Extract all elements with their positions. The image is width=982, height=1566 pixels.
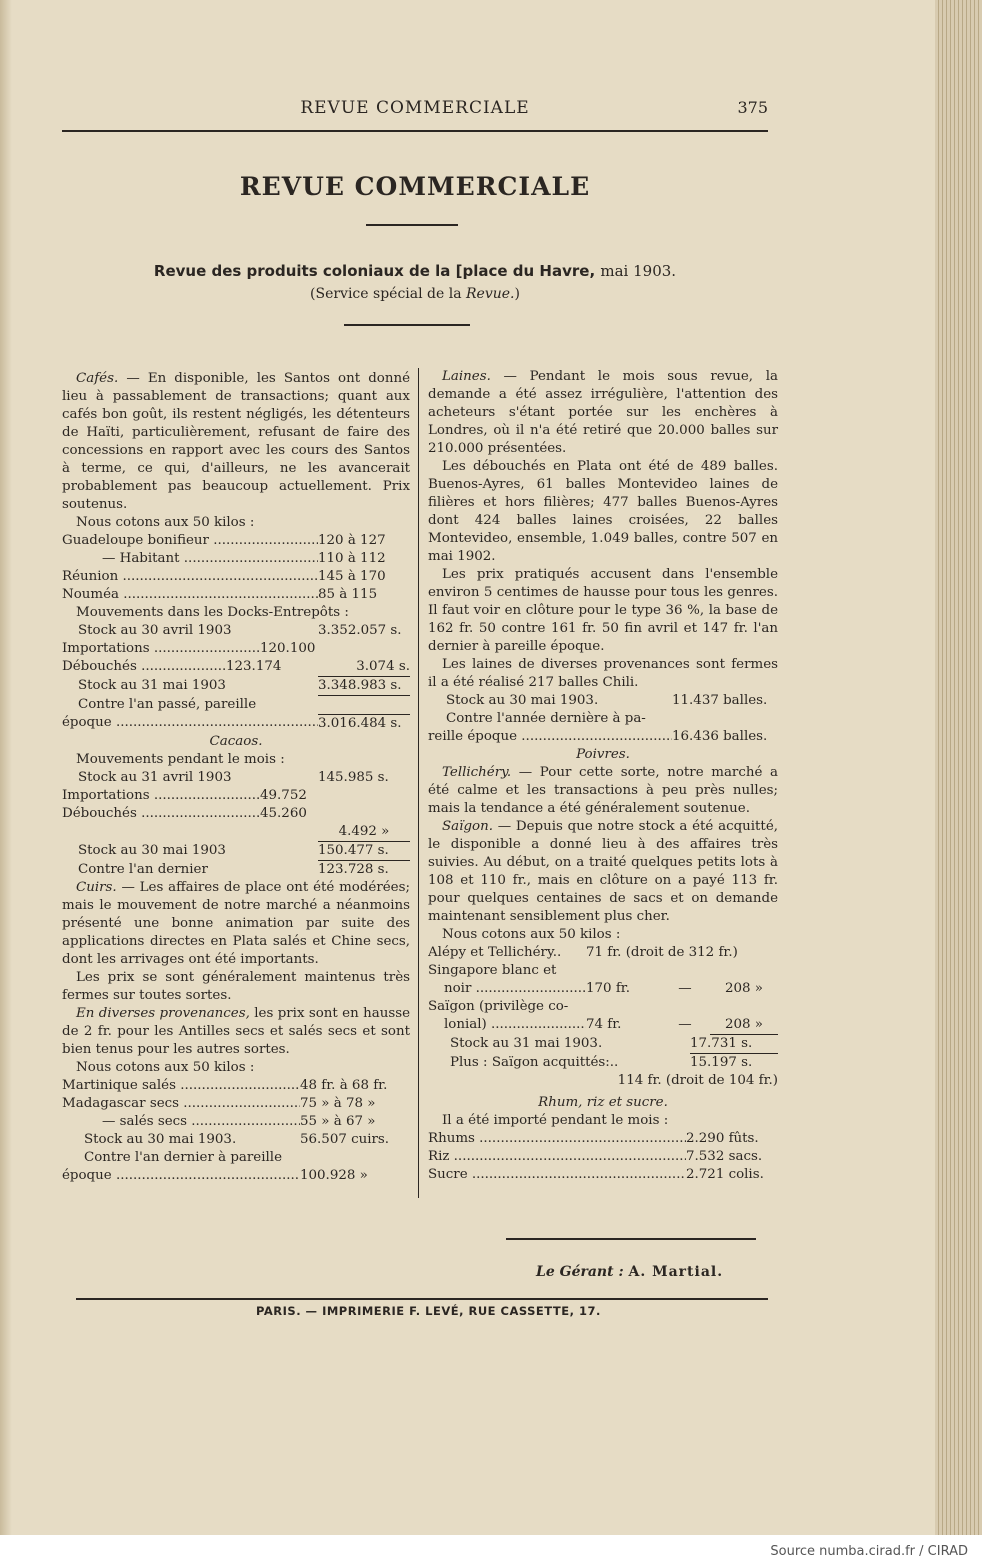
laines-paragraph-2: Les débouchés en Plata ont été de 489 balles. Buenos-Ayres, 61 balles Montevideo laines de filières et hors filières; 477 balles Buenos-Ayres dont 424 balles laines croisées, 22 balles Montevideo, ensemble, 1.049 balles, contre 507 en mai 1902. bbox=[428, 459, 778, 564]
cuirs-cotons: Nous cotons aux 50 kilos : bbox=[76, 1060, 255, 1075]
laines-stock-label: Stock au 30 mai 1903. bbox=[446, 693, 599, 708]
alepy-row bbox=[428, 944, 778, 962]
price-value: 145 à 170 bbox=[318, 569, 386, 584]
poivres-stock-value: 17.731 s. bbox=[690, 1035, 778, 1054]
signature bbox=[536, 1264, 723, 1280]
cacao-stock-may-row bbox=[62, 842, 410, 861]
laines-text: — Pendant le mois sous revue, la demande a été assez irrégulière, l'attention des acheteurs s'étant portée sur les enchères à Londres, où il n'a été retiré que 20.000 balles sur 210.000 présentées. bbox=[428, 369, 778, 456]
laines-stock-value: 11.437 balles. bbox=[672, 693, 768, 708]
cacao-stock-may-value: 150.477 s. bbox=[318, 842, 410, 861]
price-row bbox=[62, 550, 410, 568]
alepy-value: 71 fr. (droit de 312 fr.) bbox=[586, 945, 738, 960]
importations-label: Importations ..... bbox=[62, 640, 260, 658]
cuirs-text: — Les affaires de place ont été modérées; mais le mouvement de notre marché a néanmoins présenté une bonne animation par suite des applications directes en Plata salés et Chine secs, dont les arrivages ont été importants. bbox=[62, 880, 410, 967]
page-number: 375 bbox=[737, 98, 768, 117]
cuirs-stock-value: 56.507 cuirs. bbox=[300, 1132, 390, 1147]
poivres-heading: Poivres. bbox=[576, 747, 630, 762]
column-separator bbox=[418, 368, 419, 1198]
rhum-row bbox=[428, 1130, 778, 1148]
tellichery-paragraph bbox=[428, 764, 778, 818]
cacao-diff-row bbox=[62, 823, 410, 842]
saigon-priv-value: 74 fr. bbox=[586, 1017, 622, 1032]
cacao-contre-label: Contre l'an dernier bbox=[78, 862, 208, 877]
cacao-stock-april-value: 145.985 s. bbox=[318, 770, 389, 785]
price-value: 85 à 115 bbox=[318, 587, 378, 602]
poivres-114: 114 fr. (droit de 104 fr.) bbox=[617, 1073, 778, 1088]
price-row bbox=[62, 568, 410, 586]
subtitle-rule bbox=[344, 324, 470, 326]
price-row bbox=[62, 586, 410, 604]
subtitle-date: mai 1903. bbox=[600, 262, 677, 280]
price-label: Réunion ..... bbox=[62, 568, 318, 586]
cuirs-row-label: — salés secs ..... bbox=[62, 1113, 300, 1131]
saigon-priv-dash: — bbox=[678, 1017, 692, 1032]
stock-may-row bbox=[62, 677, 410, 696]
cuirs-label: Cuirs. bbox=[76, 880, 117, 895]
cacao-diff: 4.492 » bbox=[318, 823, 410, 842]
importations-row bbox=[62, 640, 410, 658]
price-label: Nouméa ..... bbox=[62, 586, 318, 604]
cuirs-row-value: 48 fr. à 68 fr. bbox=[300, 1078, 388, 1093]
debouches-label: Débouchés ..... bbox=[62, 658, 226, 677]
signature-rule bbox=[506, 1238, 756, 1240]
poivres-plus-label: Plus : Saïgon acquittés:.. bbox=[450, 1055, 619, 1070]
singapore-label-2: noir ..... bbox=[428, 980, 586, 998]
cuirs-contre-label: époque ..... bbox=[62, 1167, 300, 1185]
laines-contre-row bbox=[428, 728, 778, 746]
contre-label-1: Contre l'an passé, pareille bbox=[78, 697, 257, 712]
contre-label-2: époque ..... bbox=[62, 714, 318, 733]
saigon-paragraph bbox=[428, 818, 778, 926]
service-note bbox=[62, 286, 768, 302]
price-label: Guadeloupe bonifieur ..... bbox=[62, 532, 318, 550]
cacao-contre-value: 123.728 s. bbox=[318, 862, 389, 877]
cuirs-prov-text: les prix sont en hausse de 2 fr. pour les Antilles secs et salés secs et sont bien tenus pour les autres sortes. bbox=[62, 1006, 411, 1057]
tellichery-text: — Pour cette sorte, notre marché a été calme et les transactions à peu près nulles; mais la tendance a été généralement soutenue. bbox=[428, 765, 778, 816]
service-pre: (Service spécial de la bbox=[310, 286, 467, 302]
rhum-row bbox=[428, 1166, 778, 1184]
poivres-stock-label: Stock au 31 mai 1903. bbox=[450, 1036, 603, 1051]
rhum-heading: Rhum, riz et sucre. bbox=[538, 1095, 668, 1110]
cacaos-heading: Cacaos. bbox=[209, 734, 263, 749]
cuirs-stock-label: Stock au 30 mai 1903. bbox=[84, 1132, 237, 1147]
cacao-import-row bbox=[62, 787, 410, 805]
saigon-priv-row bbox=[428, 1016, 778, 1035]
source-credit: Source numba.cirad.fr / CIRAD bbox=[770, 1544, 968, 1559]
laines-stock-row bbox=[428, 692, 778, 710]
cuirs-contre-row bbox=[62, 1167, 410, 1185]
cuirs-row-value: 75 » à 78 » bbox=[300, 1096, 376, 1111]
stock-may-label: Stock au 31 mai 1903 bbox=[78, 678, 226, 693]
laines-contre-value: 16.436 balles. bbox=[672, 729, 768, 744]
price-label: — Habitant ..... bbox=[62, 550, 318, 568]
article-title: REVUE COMMERCIALE bbox=[239, 172, 591, 201]
laines-paragraph-3: Les prix pratiqués accusent dans l'ensemble environ 5 centimes de hausse pour tous les genres. Il faut voir en clôture pour le type 36 %, la base de 162 fr. 50 contre 161 fr. 50 fin avril et 147 fr. l'an dernier à pareille époque. bbox=[428, 567, 778, 654]
price-row bbox=[62, 532, 410, 550]
laines-paragraph-4: Les laines de diverses provenances sont fermes il a été réalisé 217 balles Chili. bbox=[428, 657, 778, 690]
cafes-paragraph bbox=[62, 370, 410, 514]
cacao-debouches-row bbox=[62, 805, 410, 823]
rhum-row bbox=[428, 1148, 778, 1166]
contre-row bbox=[62, 714, 410, 733]
cuirs-stock-row bbox=[62, 1131, 410, 1149]
running-head bbox=[62, 96, 768, 126]
cuirs-contre-value: 100.928 » bbox=[300, 1168, 368, 1183]
rhum-intro: Il a été importé pendant le mois : bbox=[442, 1113, 669, 1128]
cacao-import-value: 49.752 bbox=[260, 788, 307, 803]
cuirs-row bbox=[62, 1077, 410, 1095]
alepy-label: Alépy et Tellichéry.. bbox=[428, 945, 562, 960]
cafes-label: Cafés. bbox=[76, 371, 119, 386]
rhum-row-label: Riz ..... bbox=[428, 1148, 686, 1166]
cuirs-contre-1: Contre l'an dernier à pareille bbox=[84, 1150, 283, 1165]
signature-role: Le Gérant : bbox=[536, 1264, 624, 1280]
imprint: PARIS. — IMPRIMERIE F. LEVÉ, RUE CASSETTE, 17. bbox=[256, 1304, 601, 1318]
poivres-cotons: Nous cotons aux 50 kilos : bbox=[442, 927, 621, 942]
cuirs-row-label: Martinique salés ..... bbox=[62, 1077, 300, 1095]
service-journal: Revue. bbox=[466, 286, 515, 302]
cacao-stock-april-row bbox=[62, 769, 410, 787]
cacao-stock-may-label: Stock au 30 mai 1903 bbox=[78, 843, 226, 858]
saigon-label: Saïgon. bbox=[442, 819, 493, 834]
cuirs-prov-label: En diverses provenances, bbox=[76, 1006, 250, 1021]
cacao-debouches-label: Débouchés ..... bbox=[62, 805, 260, 823]
singapore-value: 170 fr. bbox=[586, 981, 630, 996]
cafes-text: — En disponible, les Santos ont donné lieu à passablement de transactions; quant aux cafés bon goût, ils restent négligés, les détenteurs de Haïti, particulièrement, refusant de faire des concessions en rapport avec les cours des Santos à terme, ce qui, d'ailleurs, ne les avancerait probablement pas beaucoup actuellement. Prix soutenus. bbox=[62, 371, 410, 512]
docks-heading: Mouvements dans les Docks-Entrepôts : bbox=[76, 605, 349, 620]
cuirs-row bbox=[62, 1095, 410, 1113]
gutter-shadow bbox=[0, 0, 12, 1535]
cuirs-prix: Les prix se sont généralement maintenus très fermes sur toutes sortes. bbox=[62, 970, 410, 1003]
laines-label: Laines. bbox=[442, 369, 491, 384]
singapore-droit: 208 » bbox=[724, 981, 763, 996]
laines-contre-1: Contre l'année dernière à pa- bbox=[446, 711, 646, 726]
contre-value: 3.016.484 s. bbox=[318, 714, 410, 733]
cacao-mouv: Mouvements pendant le mois : bbox=[76, 752, 285, 767]
importations-value: 120.100 bbox=[260, 641, 316, 656]
singapore-dash: — bbox=[678, 981, 692, 996]
poivres-plus-row bbox=[428, 1054, 778, 1072]
saigon-priv-droit: 208 » bbox=[710, 1016, 778, 1035]
stock-april-value: 3.352.057 s. bbox=[318, 623, 402, 638]
cafes-cotons: Nous cotons aux 50 kilos : bbox=[76, 515, 255, 530]
cuirs-row bbox=[62, 1113, 410, 1131]
signature-name: A. Martial. bbox=[628, 1264, 724, 1280]
cacao-contre-row bbox=[62, 861, 410, 879]
saigon-priv-label-2: lonial) ..... bbox=[428, 1016, 586, 1035]
price-value: 120 à 127 bbox=[318, 533, 386, 548]
footer-rule bbox=[76, 1298, 768, 1300]
cuirs-paragraph bbox=[62, 879, 410, 969]
left-column bbox=[62, 370, 410, 1185]
cacao-debouches-value: 45.260 bbox=[260, 806, 307, 821]
page-edges bbox=[935, 0, 982, 1535]
price-value: 110 à 112 bbox=[318, 551, 386, 566]
stock-may-value: 3.348.983 s. bbox=[318, 677, 410, 696]
subtitle-main: Revue des produits coloniaux de la [place du Havre, bbox=[153, 262, 596, 280]
poivres-stock-row bbox=[428, 1035, 778, 1054]
cuirs-row-value: 55 » à 67 » bbox=[300, 1114, 376, 1129]
rhum-row-label: Rhums ..... bbox=[428, 1130, 686, 1148]
running-title: REVUE COMMERCIALE bbox=[300, 98, 530, 118]
cacao-import-label: Importations ..... bbox=[62, 787, 260, 805]
right-column bbox=[428, 368, 778, 1184]
laines-contre-label: reille époque ..... bbox=[428, 728, 672, 746]
rhum-row-value: 2.721 colis. bbox=[686, 1167, 764, 1182]
rhum-row-value: 2.290 fûts. bbox=[686, 1131, 759, 1146]
debouches-row bbox=[62, 658, 410, 677]
debouches-mid: 123.174 bbox=[226, 659, 282, 674]
cuirs-provenances bbox=[62, 1005, 410, 1059]
cuirs-row-label: Madagascar secs ..... bbox=[62, 1095, 300, 1113]
saigon-text: — Depuis que notre stock a été acquitté, le disponible a donné lieu à des affaires très suivies. Au début, on a traité quelques petits lots à 108 et 110 fr., mais en clôture on a payé 113 fr. pour quelques centaines de sacs et on demande maintenant sensiblement plus cher. bbox=[428, 819, 778, 924]
stock-april-label: Stock au 30 avril 1903 bbox=[78, 623, 232, 638]
poivres-plus-value: 15.197 s. bbox=[690, 1055, 753, 1070]
saigon-priv-label-1: Saïgon (privilège co- bbox=[428, 999, 569, 1014]
article-subtitle bbox=[62, 262, 768, 280]
stock-april-row bbox=[62, 622, 410, 640]
singapore-row bbox=[428, 980, 778, 998]
rhum-row-label: Sucre ..... bbox=[428, 1166, 686, 1184]
laines-paragraph bbox=[428, 368, 778, 458]
rhum-row-value: 7.532 sacs. bbox=[686, 1149, 763, 1164]
cacao-stock-april-label: Stock au 31 avril 1903 bbox=[78, 770, 232, 785]
tellichery-label: Tellichéry. bbox=[442, 765, 512, 780]
singapore-label-1: Singapore blanc et bbox=[428, 963, 557, 978]
title-rule bbox=[366, 224, 458, 226]
header-rule bbox=[62, 130, 768, 132]
debouches-value: 3.074 s. bbox=[318, 658, 410, 677]
service-post: ) bbox=[514, 286, 520, 302]
